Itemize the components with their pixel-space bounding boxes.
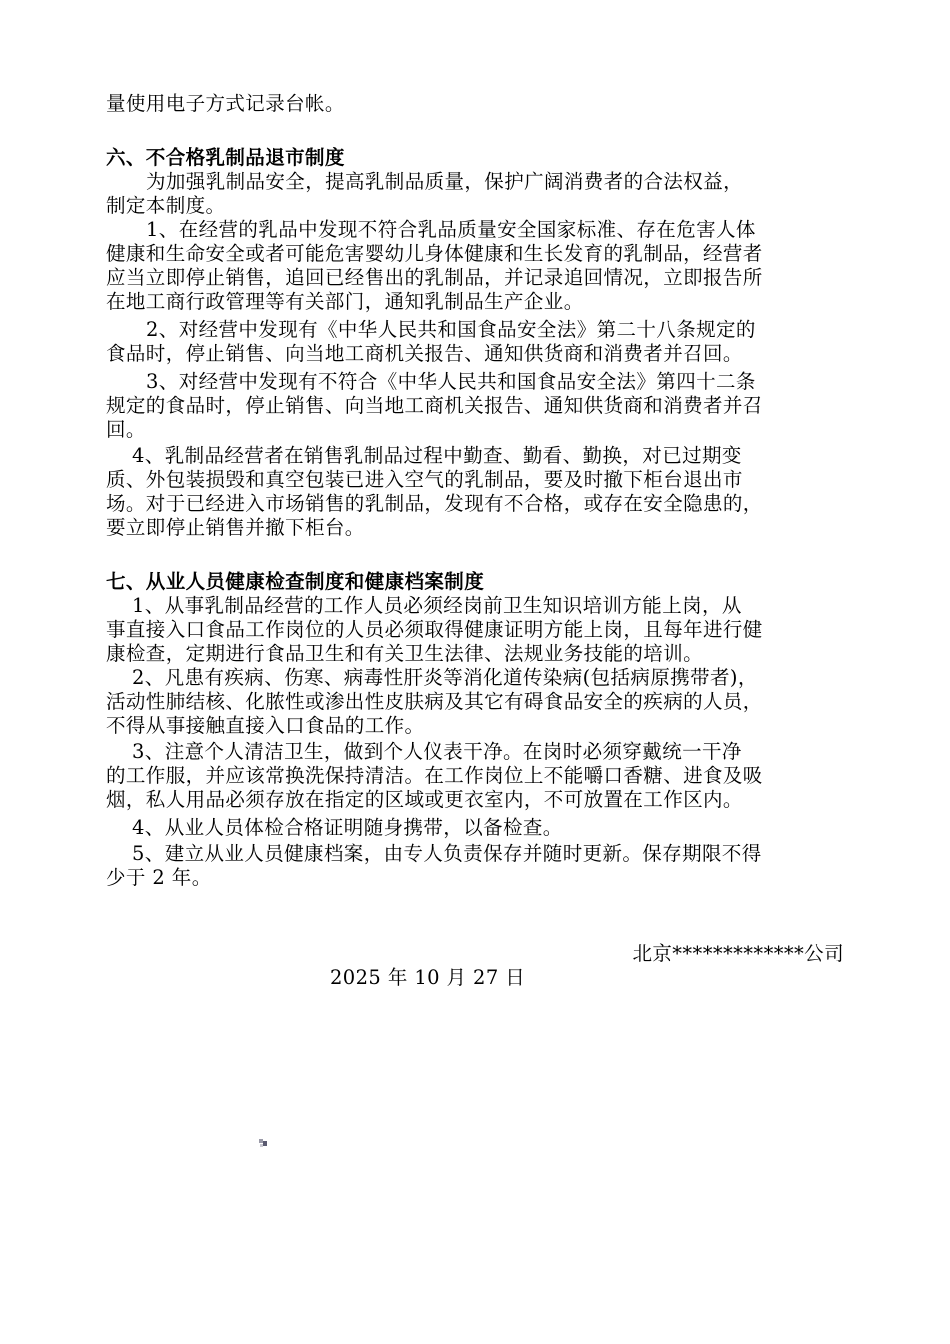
section7-line: 1、从事乳制品经营的工作人员必须经岗前卫生知识培训方能上岗，从 <box>132 594 742 617</box>
section7-heading: 七、从业人员健康检查制度和健康档案制度 <box>106 570 485 593</box>
section6-heading: 六、不合格乳制品退市制度 <box>106 146 345 169</box>
embedded-image-icon <box>258 1138 270 1148</box>
section6-line: 场。对于已经进入市场销售的乳制品，发现有不合格，或存在安全隐患的， <box>106 492 763 515</box>
section6-line: 制定本制度。 <box>106 194 226 217</box>
intro-tail-line: 量使用电子方式记录台帐。 <box>106 92 345 115</box>
section7-line: 的工作服，并应该常换洗保持清洁。在工作岗位上不能嚼口香糖、进食及吸 <box>106 764 763 787</box>
section7-line: 3、注意个人清洁卫生，做到个人仪表干净。在岗时必须穿戴统一干净 <box>132 740 742 763</box>
section6-line: 健康和生命安全或者可能危害婴幼儿身体健康和生长发育的乳制品，经营者 <box>106 242 763 265</box>
section6-line: 应当立即停止销售，追回已经售出的乳制品，并记录追回情况，立即报告所 <box>106 266 763 289</box>
section7-line: 活动性肺结核、化脓性或渗出性皮肤病及其它有碍食品安全的疾病的人员， <box>106 690 763 713</box>
signature-date: 2025 年 10 月 27 日 <box>330 966 526 989</box>
section6-line: 在地工商行政管理等有关部门，通知乳制品生产企业。 <box>106 290 584 313</box>
section6-line: 为加强乳制品安全，提高乳制品质量，保护广阔消费者的合法权益， <box>146 170 744 193</box>
section6-line: 规定的食品时，停止销售、向当地工商机关报告、通知供货商和消费者并召 <box>106 394 763 417</box>
section7-line: 康检查，定期进行食品卫生和有关卫生法律、法规业务技能的培训。 <box>106 642 704 665</box>
section7-line: 2、凡患有疾病、伤寒、病毒性肝炎等消化道传染病(包括病原携带者)， <box>132 666 758 689</box>
section7-line: 4、从业人员体检合格证明随身携带，以备检查。 <box>132 816 563 839</box>
section7-line: 少于 2 年。 <box>106 866 212 889</box>
section7-line: 烟，私人用品必须存放在指定的区域或更衣室内，不可放置在工作区内。 <box>106 788 743 811</box>
section6-line: 质、外包装损毁和真空包装已进入空气的乳制品，要及时撤下柜台退出市 <box>106 468 743 491</box>
section6-line: 3、对经营中发现有不符合《中华人民共和国食品安全法》第四十二条 <box>146 370 756 393</box>
section6-line: 1、在经营的乳品中发现不符合乳品质量安全国家标准、存在危害人体 <box>146 218 756 241</box>
section6-line: 4、乳制品经营者在销售乳制品过程中勤查、勤看、勤换，对已过期变 <box>132 444 742 467</box>
section6-line: 2、对经营中发现有《中华人民共和国食品安全法》第二十八条规定的 <box>146 318 756 341</box>
company-name: 北京*************公司 <box>632 942 844 965</box>
section6-line: 要立即停止销售并撤下柜台。 <box>106 516 365 539</box>
section6-line: 食品时，停止销售、向当地工商机关报告、通知供货商和消费者并召回。 <box>106 342 743 365</box>
section6-line: 回。 <box>106 418 146 441</box>
section7-line: 事直接入口食品工作岗位的人员必须取得健康证明方能上岗，且每年进行健 <box>106 618 763 641</box>
section7-line: 5、建立从业人员健康档案，由专人负责保存并随时更新。保存期限不得 <box>132 842 762 865</box>
section7-line: 不得从事接触直接入口食品的工作。 <box>106 714 425 737</box>
